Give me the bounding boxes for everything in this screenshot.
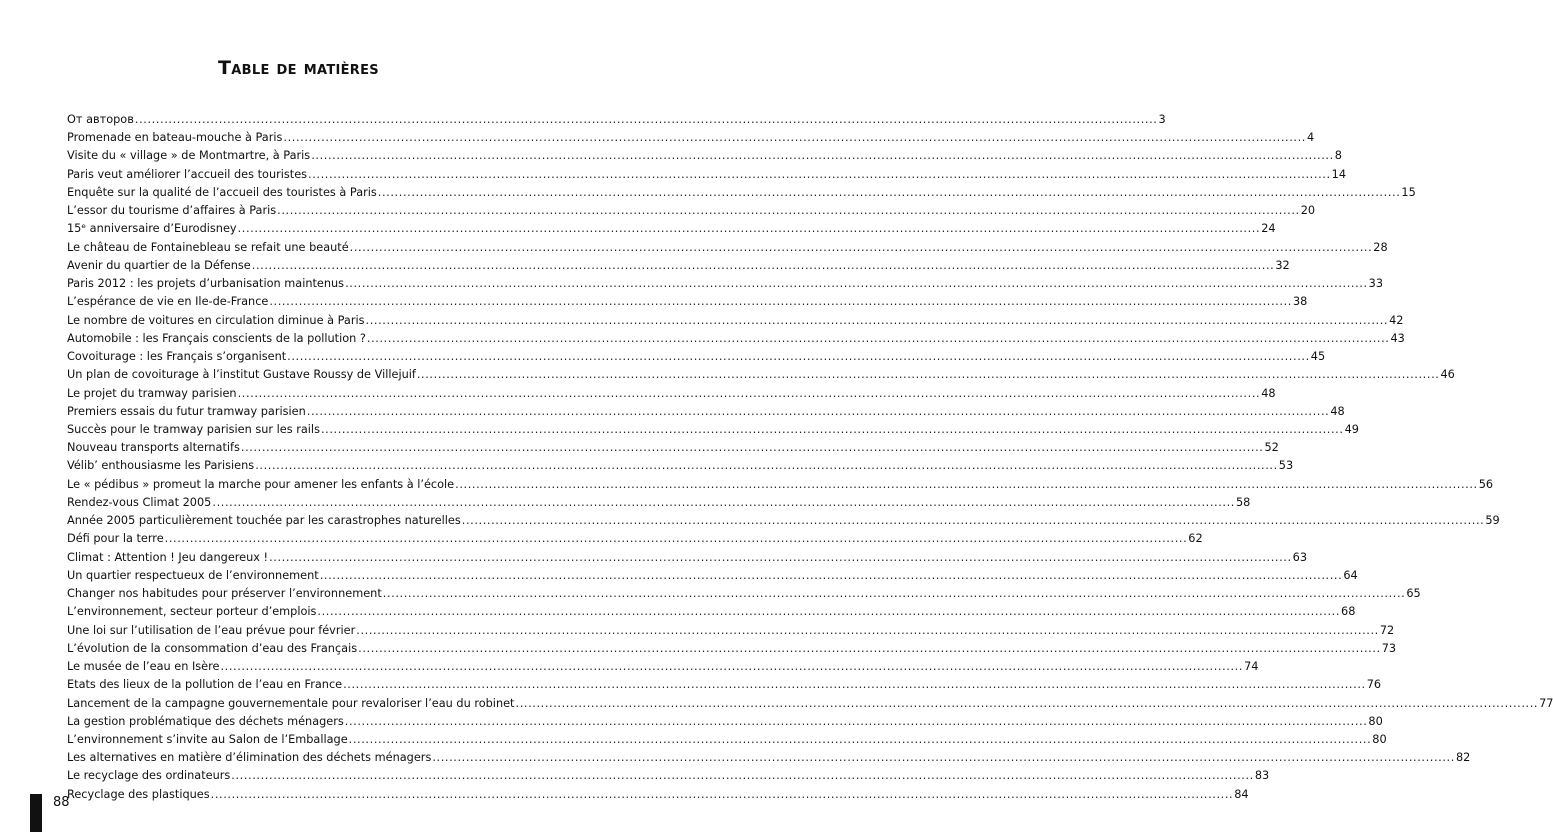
dot-leader	[350, 239, 1373, 257]
toc-entry-page: 20	[1300, 204, 1316, 218]
toc-entry	[67, 603, 1356, 621]
toc-entry-page: 84	[1234, 787, 1249, 801]
dot-leader	[320, 567, 1343, 585]
toc-entry-title: Covoiturage : les Français s’organisent	[67, 350, 287, 364]
dot-leader	[462, 512, 1485, 530]
toc-entry-title: La gestion problématique des déchets ménagers	[67, 714, 344, 728]
toc-entry-page: 4	[1307, 131, 1315, 145]
dot-leader	[345, 713, 1368, 731]
dot-leader	[321, 421, 1344, 439]
toc-entry-title: L’évolution de la consommation d’eau des Français	[67, 641, 358, 655]
toc-entry	[67, 202, 1316, 220]
toc-entry-page: 53	[1278, 459, 1294, 473]
toc-entry-title: Climat : Attention ! Jeu dangereux !	[67, 550, 269, 564]
toc-entry	[67, 348, 1326, 366]
toc-entry-page: 48	[1261, 386, 1276, 400]
toc-entry-title: Automobile : les Français conscients de la pollution ?	[67, 331, 366, 345]
toc-entry-title: Paris veut améliorer l’accueil des touristes	[67, 167, 308, 181]
toc-entry	[67, 129, 1315, 147]
toc-entry	[67, 275, 1384, 293]
dot-leader	[220, 658, 1243, 676]
toc-entry-page: 24	[1261, 222, 1276, 236]
dot-leader	[356, 622, 1379, 640]
toc-entry-page: 72	[1379, 623, 1395, 637]
toc-entry-page: 52	[1264, 441, 1279, 455]
toc-entry-title: L’essor du tourisme d’affaires à Paris	[67, 204, 277, 218]
toc-entry-title: Avenir du quartier de la Défense	[67, 258, 251, 272]
toc-entry-page: 80	[1372, 732, 1387, 746]
toc-entry-title: Le projet du tramway parisien	[67, 386, 237, 400]
toc-entry-title: Visite du « village » de Montmartre, à Paris	[67, 149, 311, 163]
dot-leader	[238, 220, 1261, 238]
toc-entry	[67, 476, 1494, 494]
dot-leader	[269, 293, 1292, 311]
toc-entry-page: 8	[1334, 149, 1342, 163]
toc-entry-title: Vélib’ enthousiasme les Parisiens	[67, 459, 255, 473]
toc-entry-title: Le nombre de voitures en circulation diminue à Paris	[67, 313, 365, 327]
toc-entry-page: 83	[1254, 769, 1270, 783]
toc-entry-page: 76	[1366, 678, 1382, 692]
dot-leader	[349, 731, 1372, 749]
dot-leader	[307, 403, 1330, 421]
toc-entry	[67, 567, 1358, 585]
toc-entry	[67, 786, 1249, 804]
toc-entry-title: Promenade en bateau-mouche à Paris	[67, 131, 283, 145]
toc-entry-page: 62	[1188, 532, 1203, 546]
toc-entry-title: Une loi sur l’utilisation de l’eau prévue pour février	[67, 623, 356, 637]
toc-entry-page: 48	[1330, 404, 1345, 418]
dot-leader	[383, 585, 1406, 603]
page-title: Table de matières	[218, 57, 379, 79]
toc-entry-page: 38	[1292, 295, 1308, 309]
toc-entry	[67, 184, 1416, 202]
toc-entry	[67, 330, 1405, 348]
toc-entry-page: 43	[1390, 331, 1405, 345]
toc-entry	[67, 749, 1471, 767]
dot-leader	[367, 330, 1390, 348]
toc-entry-title: Le château de Fontainebleau se refait une beauté	[67, 240, 349, 254]
toc-entry-page: 80	[1368, 714, 1383, 728]
toc-entry-title: Le recyclage des ordinateurs	[67, 769, 231, 783]
toc-entry-page: 63	[1292, 550, 1308, 564]
toc-entry	[67, 293, 1308, 311]
dot-leader	[231, 767, 1254, 785]
toc-entry-page: 14	[1331, 167, 1347, 181]
toc-entry	[67, 239, 1388, 257]
dot-leader	[516, 695, 1539, 713]
dot-leader	[241, 439, 1264, 457]
toc-entry	[67, 312, 1404, 330]
toc-entry-title: L’environnement s’invite au Salon de l’Emballage	[67, 732, 348, 746]
table-of-contents	[67, 111, 1553, 804]
dot-leader	[135, 111, 1158, 129]
toc-entry	[67, 366, 1455, 384]
toc-entry-page: 32	[1275, 258, 1290, 272]
toc-entry-title: Défi pour la terre	[67, 532, 164, 546]
dot-leader	[311, 147, 1334, 165]
page-number: 88	[53, 795, 70, 810]
toc-entry-title: Etats des lieux de la pollution de l’eau en France	[67, 678, 343, 692]
toc-entry-title: Premiers essais du futur tramway parisien	[67, 404, 306, 418]
toc-entry-title: L’environnement, secteur porteur d’emplois	[67, 605, 317, 619]
dot-leader	[211, 786, 1234, 804]
toc-entry	[67, 622, 1395, 640]
toc-entry	[67, 385, 1276, 403]
toc-entry	[67, 695, 1553, 713]
dot-leader	[255, 457, 1278, 475]
toc-entry-title: От авторов	[67, 113, 134, 126]
toc-entry-title: Changer nos habitudes pour préserver l’environnement	[67, 587, 382, 601]
dot-leader	[358, 640, 1381, 658]
toc-entry	[67, 147, 1342, 165]
toc-entry	[67, 166, 1347, 184]
toc-entry	[67, 658, 1259, 676]
toc-entry-page: 58	[1235, 495, 1251, 509]
toc-entry-page: 77	[1539, 696, 1553, 710]
dot-leader	[317, 603, 1340, 621]
toc-entry	[67, 421, 1359, 439]
toc-entry	[67, 494, 1251, 512]
toc-entry-page: 15	[1401, 185, 1416, 199]
toc-entry	[67, 731, 1387, 749]
dot-leader	[455, 476, 1478, 494]
toc-entry-page: 82	[1455, 751, 1471, 765]
toc-entry	[67, 439, 1279, 457]
toc-entry-page: 73	[1381, 641, 1397, 655]
dot-leader	[269, 549, 1292, 567]
toc-entry-page: 46	[1440, 368, 1455, 382]
toc-entry-title: Lancement de la campagne gouvernementale pour revaloriser l’eau du robinet	[67, 696, 515, 710]
toc-entry-page: 33	[1368, 277, 1384, 291]
page-number-bar	[30, 794, 42, 832]
toc-entry-page: 68	[1341, 605, 1356, 619]
toc-entry-title: Année 2005 particulièrement touchée par les carastrophes naturelles	[67, 514, 461, 528]
toc-entry-title: Recyclage des plastiques	[67, 787, 210, 801]
dot-leader	[308, 166, 1331, 184]
toc-entry-page: 65	[1406, 587, 1421, 601]
toc-entry-title: Rendez-vous Climat 2005	[67, 495, 212, 509]
toc-entry-title: Enquête sur la qualité de l’accueil des touristes à Paris	[67, 185, 377, 199]
dot-leader	[378, 184, 1401, 202]
dot-leader	[345, 275, 1368, 293]
toc-entry-page: 28	[1373, 240, 1388, 254]
dot-leader	[277, 202, 1300, 220]
toc-entry-page: 49	[1344, 422, 1359, 436]
toc-entry	[67, 457, 1294, 475]
dot-leader	[343, 676, 1366, 694]
toc-entry-title: Un quartier respectueux de l’environnement	[67, 568, 319, 582]
toc-entry	[67, 220, 1276, 238]
toc-entry-page: 64	[1343, 568, 1358, 582]
toc-entry-page: 59	[1485, 514, 1500, 528]
toc-entry-title: Le « pédibus » promeut la marche pour amener les enfants à l’école	[67, 477, 455, 491]
toc-entry-page: 45	[1310, 350, 1326, 364]
toc-entry	[67, 403, 1345, 421]
toc-entry	[67, 640, 1397, 658]
toc-entry-page: 74	[1244, 660, 1259, 674]
toc-entry	[67, 549, 1308, 567]
toc-entry-title: Le musée de l’eau en Isère	[67, 660, 220, 674]
dot-leader	[283, 129, 1306, 147]
toc-entry-title: 15ᵉ anniversaire d’Eurodisney	[67, 222, 237, 236]
toc-entry-title: Les alternatives en matière d’élimination des déchets ménagers	[67, 751, 432, 765]
toc-entry-page: 3	[1158, 113, 1166, 126]
toc-entry-page: 56	[1478, 477, 1494, 491]
dot-leader	[417, 366, 1440, 384]
dot-leader	[252, 257, 1275, 275]
toc-entry	[67, 111, 1166, 129]
toc-entry	[67, 530, 1203, 548]
toc-entry-title: Nouveau transports alternatifs	[67, 441, 240, 455]
toc-entry	[67, 767, 1270, 785]
dot-leader	[165, 530, 1188, 548]
dot-leader	[212, 494, 1235, 512]
toc-entry-title: Un plan de covoiturage à l’institut Gustave Roussy de Villejuif	[67, 368, 416, 382]
dot-leader	[432, 749, 1455, 767]
toc-entry-title: Paris 2012 : les projets d’urbanisation maintenus	[67, 277, 345, 291]
dot-leader	[287, 348, 1310, 366]
toc-entry	[67, 257, 1290, 275]
toc-entry-title: L’espérance de vie en Ile-de-France	[67, 295, 269, 309]
dot-leader	[238, 385, 1261, 403]
toc-entry	[67, 713, 1383, 731]
toc-entry	[67, 676, 1382, 694]
toc-entry-title: Succès pour le tramway parisien sur les rails	[67, 422, 320, 436]
toc-entry	[67, 585, 1421, 603]
dot-leader	[366, 312, 1389, 330]
toc-entry-page: 42	[1389, 313, 1404, 327]
toc-entry	[67, 512, 1500, 530]
